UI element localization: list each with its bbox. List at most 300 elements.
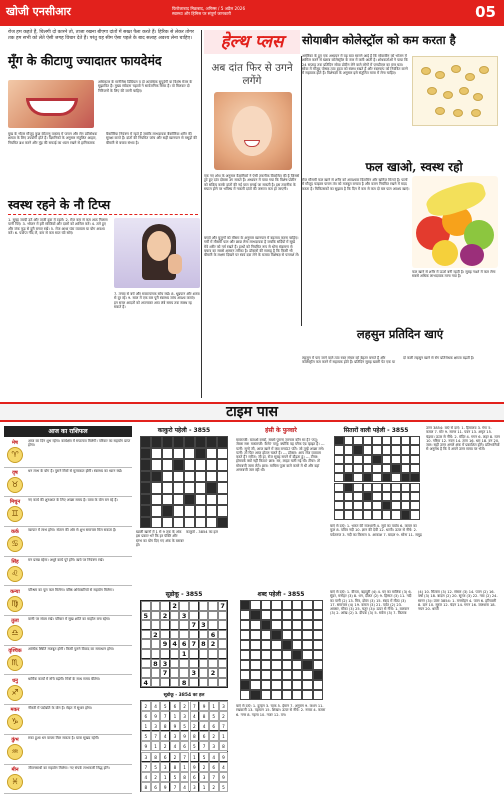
sudoku-cell [189,678,199,688]
sudoku-cell [179,630,189,640]
grid-cell [151,436,162,448]
grid-cell [292,640,302,650]
grid-cell [334,483,344,492]
horoscope-text: आज का दिन शुभ रहेगा। कार्यक्षेत्र में सफलता मिलेगी। परिवार का सहयोग प्राप्त होगा। [28,439,131,448]
grid-cell [195,471,206,483]
sudoku-cell [208,649,218,659]
sudoku-cell: 5 [160,701,170,711]
sudoku-cell: 6 [180,741,190,751]
horoscope-row [4,468,132,498]
grid-cell [151,471,162,483]
grid-cell [382,473,392,482]
sudoku-cell: 6 [199,731,209,741]
grid-cell [195,448,206,460]
grid-cell [410,492,420,501]
grid-cell [184,517,195,529]
zodiac-icon: ♉ [7,477,23,493]
sudoku-cell: 5 [151,762,161,772]
grid-cell [195,436,206,448]
lead-headline: मूँग के कीटाणु ज्यादातर फायदेमंद [8,53,162,68]
soybean-photo [412,56,498,126]
sudoku-cell: 5 [141,611,151,621]
sudoku-cell: 2 [170,601,180,611]
grid-cell [372,473,382,482]
zodiac-icon: ♎ [7,625,23,641]
grid-cell [271,610,281,620]
grid-cell [401,510,411,519]
crossword-clues: बाएं से दाएं: 1. भारत की राजधानी 4. सूर्य का पर्याय 6. कमल का फूल 8. पवित्र नदी 10. ज्ञान की देवी 12. धरती। ऊपर से नीचे: 2. पर्वतराज 3. नदी का किनारा 5. आकाश 7. बादल 9. सोना 11. समुद्र [330,524,422,537]
sudoku-cell [141,630,151,640]
grid-cell [292,680,302,690]
grid-cell [302,610,312,620]
grid-cell [363,455,373,464]
grid-cell [195,494,206,506]
sudoku-cell: 2 [219,711,229,721]
sudoku-cell [160,678,170,688]
sudoku-cell [199,668,209,678]
horoscope-text: व्यापार में लाभ होगा। संतान की ओर से शुभ समाचार मिल सकता है। [28,528,117,533]
grid-cell [282,630,292,640]
grid-cell [184,482,195,494]
grid-cell [240,630,250,640]
grid-cell [206,505,217,517]
grid-cell [382,445,392,454]
grid-cell [282,640,292,650]
grid-cell [344,436,354,445]
sudoku-cell [218,639,228,649]
sudoku-cell: 3 [180,711,190,721]
grid-cell [334,510,344,519]
grid-cell [353,501,363,510]
grid-cell [382,464,392,473]
grid-cell [184,471,195,483]
grid-cell [282,670,292,680]
sudoku-cell [179,620,189,630]
grid-cell [195,482,206,494]
grid-cell [271,600,281,610]
sudoku-cell: 3 [199,772,209,782]
grid-cell [271,660,281,670]
health-plus-banner: हेल्थ प्लस [204,30,300,54]
sudoku-cell: 4 [160,731,170,741]
sudoku-cell: 2 [160,611,170,621]
sudoku-cell [170,678,180,688]
grid-cell [391,501,401,510]
grid-cell [162,482,173,494]
sudoku-cell: 4 [141,678,151,688]
grid-cell [184,505,195,517]
grid-cell [195,459,206,471]
grid-cell [282,680,292,690]
grid-cell [173,505,184,517]
grid-cell [173,436,184,448]
tips-mid-column: बच्चों और बुजुर्गों को मौसम के अनुसार खानपान में बदलाव करना चाहिए। गर्मी में मौसमी फल और छाछ लेना लाभदायक है जबकि सर्दियों में सूखे मेवे शरीर को गर्म रखते हैं। हाथों को नियमित रूप से धोना संक्रमण से बचाव का सबसे आसान तरीका है। डॉक्टरों की सलाह है कि किसी भी बीमारी के लक्षण दिखने पर स्वयं दवा लेने के बजाय विशेषज्ञ से परामर्श लें। [204,236,300,258]
sudoku-cell: 8 [160,721,170,731]
grid-cell [410,510,420,519]
grid-cell [382,455,392,464]
sudoku-cell: 7 [209,772,219,782]
horoscope-text: धार्मिक कार्यों में रुचि बढ़ेगी। मित्रों के साथ समय बीतेगा। [28,676,101,681]
horoscope-text: रुका हुआ धन वापस मिल सकता है। यात्रा सुखद रहेगी। [28,736,100,740]
horoscope-text: नए कार्य की शुरुआत के लिए अच्छा समय है। यात्रा के योग बन रहे हैं। [28,498,118,503]
sudoku-cell: 8 [180,772,190,782]
sudoku-cell [141,668,151,678]
grid-cell [282,620,292,630]
grid-cell [363,464,373,473]
grid-cell [344,501,354,510]
word-puzzle-answers: बाएं से दाएं: 1. दुल्हन 3. चाक 5. ईमान 7. अनुराग 9. कथन 11. रखवाली 13. पहचान 15. शिखर। ऊपर से नीचे: 2. नमक 4. कमरा 6. नगर 8. गहना 10. नजर 12. वन। [236,704,326,717]
grid-cell [344,510,354,519]
fruit-headline: फल खाओ, स्वस्थ रहो [365,160,463,174]
grid-cell [353,492,363,501]
grid-cell [302,640,312,650]
tips-headline: स्वस्थ रहने के नौ टिप्स [8,198,198,215]
grid-cell [302,620,312,630]
zodiac-icon: ♏ [7,655,23,671]
sudoku-cell [160,649,170,659]
sudoku-cell [141,601,151,611]
grid-cell [261,680,271,690]
sudoku-cell: 1 [199,782,209,792]
grid-cell [206,459,217,471]
grid-cell [261,690,271,700]
grid-cell [184,494,195,506]
grid-cell [140,505,151,517]
tagline: स्वास्थ्य और हिमिस पर संपूर्ण जानकारी [172,11,231,16]
teeth-photo [214,92,292,170]
sudoku-cell [170,649,180,659]
zodiac-icon: ♍ [7,596,23,612]
grid-cell [217,436,228,448]
grid-cell [162,448,173,460]
grid-cell [261,620,271,630]
sudoku-cell: 9 [151,711,161,721]
kakuro-title: काकुरो पहेली - 3855 [157,427,211,434]
grid-cell [217,517,228,529]
grid-cell [217,471,228,483]
sudoku-cell [218,678,228,688]
sudoku-cell: 2 [141,701,151,711]
sudoku-cell [208,678,218,688]
sudoku-cell: 5 [209,711,219,721]
crossword-grid [334,436,420,520]
grid-cell [195,505,206,517]
garlic-headline: लहसुन प्रतिदिन खाएं [356,327,444,341]
grid-cell [334,464,344,473]
grid-cell [334,473,344,482]
sudoku-cell [218,659,228,669]
grid-cell [353,455,363,464]
sudoku-cell [208,620,218,630]
sudoku-cell: 1 [180,762,190,772]
grid-cell [313,610,323,620]
zodiac-sign-name: सिंह [11,558,19,565]
sudoku-cell [151,639,161,649]
sudoku-cell: 8 [170,762,180,772]
grid-cell [292,650,302,660]
kakuro-answer-label: काकुरो - 3854 का हल [186,530,218,534]
horoscope-row [4,616,132,646]
grid-cell [250,670,260,680]
grid-cell [271,680,281,690]
sudoku-cell [141,659,151,669]
grid-cell [372,464,382,473]
grid-cell [206,482,217,494]
sudoku-cell: 4 [170,741,180,751]
grid-cell [140,494,151,506]
grid-cell [344,473,354,482]
sudoku-cell [170,611,180,621]
grid-cell [382,492,392,501]
grid-cell [363,492,373,501]
grid-cell [353,445,363,454]
sudoku-cell: 5 [190,741,200,751]
soy-body: अमेरिका के हुए एक अध्ययन में यह बात सामने आई है कि सोयाबीन को भोजन में शामिल करने से खराब कोलेस्ट्रॉल के स्तर में कमी आती है। शोधकर्ताओं ने पाया कि 24 सप्ताह तक प्रतिदिन सोया प्रोटीन लेने वाले लोगों में एलडीएल का स्तर घटा। सोया में मौजूद पोषक तत्व हृदय को स्वस्थ रखते हैं और रक्तचाप को नियंत्रित करने में सहायक होते हैं। विशेषज्ञों के अनुसार इसे संतुलित मात्रा में लेना चाहिए। [302,54,408,76]
grid-cell [206,436,217,448]
word-puzzle-title: शब्द पहेली - 3855 [257,591,305,598]
sudoku-cell: 7 [141,762,151,772]
grid-cell [151,448,162,460]
sudoku-cell [170,668,180,678]
sudoku-cell [199,649,209,659]
grid-cell [363,436,373,445]
sudoku-cell [199,630,209,640]
page-number: 05 [475,3,496,21]
grid-cell [372,483,382,492]
zodiac-icon: ♐ [7,685,23,701]
grid-cell [302,630,312,640]
sudoku-answer-title: सूडोकू - 3854 का हल [163,693,205,698]
grid-cell [173,448,184,460]
grid-cell [240,680,250,690]
grid-cell [261,670,271,680]
masthead [0,0,504,26]
grid-cell [313,640,323,650]
teeth-headline: अब दांत फिर से उगने लगेंगे [211,62,293,87]
sudoku-cell: 4 [209,752,219,762]
sudoku-cell: 6 [209,721,219,731]
sudoku-cell: 7 [160,711,170,721]
sudoku-cell: 5 [199,752,209,762]
sudoku-cell [189,659,199,669]
sudoku-cell: 3 [151,721,161,731]
horoscope-row [4,646,132,676]
grid-cell [363,483,373,492]
sudoku-cell [160,620,170,630]
zodiac-icon: ♒ [7,744,23,760]
grid-cell [391,483,401,492]
grid-cell [313,630,323,640]
sudoku-cell [151,611,161,621]
sudoku-cell: 9 [219,772,229,782]
lead-smile-photo [8,80,94,128]
grid-cell [173,494,184,506]
grid-cell [363,473,373,482]
sudoku-cell: 6 [190,772,200,782]
sudoku-cell: 1 [170,711,180,721]
sudoku-cell [170,620,180,630]
zodiac-icon: ♓ [7,774,23,790]
grid-cell [240,620,250,630]
zodiac-sign-name: कर्क [11,529,19,536]
grid-cell [206,517,217,529]
grid-cell [363,510,373,519]
grid-cell [240,610,250,620]
grid-cell [240,650,250,660]
grid-cell [151,517,162,529]
sudoku-cell [170,630,180,640]
zodiac-sign-name: वृश्चिक [8,647,22,654]
fruit-photo [412,176,498,268]
grid-cell [401,455,411,464]
grid-cell [261,600,271,610]
sudoku-cell: 3 [209,741,219,751]
tips-woman-photo [114,218,200,288]
grid-cell [271,640,281,650]
grid-cell [313,650,323,660]
sudoku-cell [160,601,170,611]
horoscope-row [4,438,132,468]
sudoku-cell [151,601,161,611]
sudoku-cell: 8 [151,659,161,669]
fruit-body: रोज मौसमी फल खाने से शरीर को आवश्यक विटामिन और खनिज मिलते हैं। फलों में मौजूद फाइबर पाचन तंत्र को मजबूत बनाता है और वजन नियंत्रित रखने में मदद करता है। चिकित्सकों का सुझाव है कि दिन में कम से कम दो बार फल अवश्य खाएं। [302,178,410,191]
grid-cell [173,459,184,471]
grid-cell [313,620,323,630]
grid-cell [151,494,162,506]
grid-cell [344,455,354,464]
sudoku-cell [179,668,189,678]
grid-cell [302,680,312,690]
zodiac-icon: ♋ [7,536,23,552]
sudoku-cell: 9 [219,752,229,762]
grid-cell [261,650,271,660]
sudoku-cell [218,668,228,678]
grid-cell [250,680,260,690]
grid-cell [162,459,173,471]
grid-cell [261,640,271,650]
grid-cell [372,455,382,464]
soy-headline: सोयाबीन कोलेस्ट्रॉल को कम करता है [302,33,456,47]
horoscope-row [4,735,132,765]
sudoku-cell: 9 [170,721,180,731]
sudoku-cell: 2 [209,731,219,741]
grid-cell [344,464,354,473]
time-pass-banner: टाइम पास [0,402,504,422]
grid-cell [410,445,420,454]
grid-cell [151,459,162,471]
sudoku-cell: 8 [141,782,151,792]
grid-cell [250,650,260,660]
sudoku-cell: 2 [208,639,218,649]
grid-cell [271,620,281,630]
grid-cell [391,436,401,445]
sudoku-cell: 1 [160,772,170,782]
teeth-body: एक नए शोध के अनुसार वैज्ञानिकों ने ऐसी तकनीक विकसित की है जिससे टूटे हुए दांत दोबारा उग सकते हैं। अध्ययन में पाया गया कि विशेष प्रोटीन को सक्रिय करके दांतों की नई परत बनाई जा सकती है। इस तकनीक के सफल होने पर भविष्य में नकली दांतों की जरूरत कम हो जाएगी। [204,174,300,191]
grid-cell [401,501,411,510]
grid-cell [206,471,217,483]
grid-cell [401,492,411,501]
sudoku-cell [189,649,199,659]
word-puzzle-clues: बाएं से दाएं: 1. वीरता, बहादुरी (4) 4. घर का मालिक (3) 6. सुंदर, मनोहर (3) 8. धन, दौलत (2) 9. हिम्मत (3) 11. नदी का पानी (2) 13. मित्र, दोस्त (3) 15. स्वाद में मीठा (3) 17. समाचार (4) 19. कमल (3) 21. पर्वत (2) 23. अवसर, मौका (3) 25. चतुर (3)। ऊपर से नीचे: 1. बलवान (3) 2. आंख (2) 3. दीपक (3) 5. सवेरा (3) 7. किताब (4) 10. सितारा (3) 12. संसार (3) 14. पवन (2) 16. वर्षा (3) 18. बादल (2) 20. सूरज (3) 22. नाव (2) 24. सागर (3)। उत्तर 3854: 1. मनमोहन 4. पवन 6. हरियाली 8. दान 10. सूरज 12. चंदन 14. गगन 16. जलधारा 18. नयन 20. धरती [330,590,498,616]
sudoku-cell: 9 [180,731,190,741]
sudoku-cell: 4 [170,639,180,649]
grid-cell [363,501,373,510]
grid-cell [240,600,250,610]
grid-cell [353,483,363,492]
grid-cell [410,501,420,510]
sudoku-cell: 7 [199,741,209,751]
grid-cell [240,690,250,700]
sudoku-cell: 4 [141,772,151,782]
lead-body-2: मुख के भीतर मौजूद कुछ कीटाणु वास्तव में पाचन और रोग प्रतिरोधक क्षमता के लिए उपयोगी होते हैं। वैज्ञानिकों के अनुसार संतुलित आहार, नियमित ब्रश करने और मुंह की सफाई का ध्यान रखने से हानिकारक बैक्टीरिया नियंत्रण में रहते हैं जबकि लाभदायक बैक्टीरिया शरीर की सुरक्षा करते हैं। दांतों की नियमित जांच और सही खानपान से मसूड़ों की बीमारी से बचाव संभव है। [8,132,197,145]
grid-cell [401,436,411,445]
sudoku-cell: 1 [219,731,229,741]
sudoku-cell [208,601,218,611]
sudoku-cell: 9 [199,701,209,711]
grid-cell [151,505,162,517]
sudoku-cell: 4 [219,762,229,772]
horoscope-text: मन प्रसन्न रहेगा। अधूरे कार्य पूरे होंगे। खर्च पर नियंत्रण रखें। [28,557,104,562]
grid-cell [391,510,401,519]
sudoku-cell [208,611,218,621]
sudoku-cell [141,649,151,659]
sudoku-title: सूडोकू - 3855 [165,591,203,598]
sudoku-cell: 1 [209,701,219,711]
sudoku-cell: 8 [199,639,209,649]
grid-cell [391,455,401,464]
tips-left-column: 1. सुबह जल्दी उठें और ताजी हवा में टहलें। 2. रोज कम से कम आठ गिलास पानी पिएं। 3. भोजन में हरी सब्जियों और दालों को शामिल करें। 4. तले हुए और जंक फूड से दूरी बनाए रखें। 5. रोज आधा घंटा व्यायाम या योग अवश्य करें। 6. पर्याप्त नींद लें, कम से कम सात घंटे सोएं। [8,218,108,235]
grid-cell [217,448,228,460]
zodiac-sign-name: मीन [11,766,19,773]
sudoku-cell: 8 [199,711,209,721]
sudoku-cell: 3 [190,782,200,792]
sudoku-cell [141,639,151,649]
grid-cell [184,448,195,460]
zodiac-sign-name: मकर [10,707,20,714]
sudoku-cell [151,668,161,678]
sudoku-cell [218,620,228,630]
sudoku-cell: 1 [190,752,200,762]
horoscope-row [4,705,132,735]
zodiac-icon: ♊ [7,506,23,522]
sudoku-cell: 6 [170,701,180,711]
grid-cell [353,436,363,445]
grid-cell [292,670,302,680]
grid-cell [401,464,411,473]
grid-cell [261,610,271,620]
sudoku-cell [208,659,218,669]
grid-cell [302,670,312,680]
grid-cell [250,660,260,670]
grid-cell [250,640,260,650]
grid-cell [302,650,312,660]
grid-cell [401,445,411,454]
word-puzzle-grid [240,600,324,700]
sudoku-cell [160,630,170,640]
zodiac-icon: ♌ [7,566,23,582]
grid-cell [382,510,392,519]
grid-cell [217,482,228,494]
grid-cell [140,471,151,483]
grid-cell [261,660,271,670]
sudoku-cell: 7 [219,721,229,731]
horoscope-text: धन लाभ के योग हैं। पुराने मित्रों से मुलाकात होगी। स्वास्थ्य का ध्यान रखें। [28,468,123,473]
sudoku-cell: 2 [170,752,180,762]
sudoku-cell [199,659,209,669]
zodiac-sign-name: कुंभ [11,737,19,743]
grid-cell [240,670,250,680]
grid-cell [162,436,173,448]
